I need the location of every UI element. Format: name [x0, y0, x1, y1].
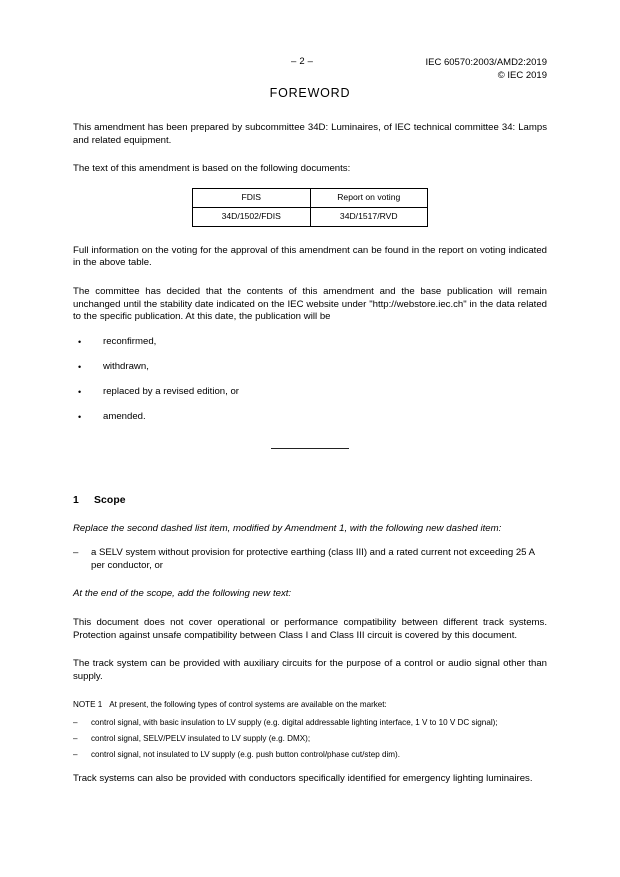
scope-instruction-2: At the end of the scope, add the following new text: [73, 588, 292, 600]
dash-icon: – [73, 718, 78, 728]
note-label: NOTE 1 [73, 700, 103, 710]
dash-icon: – [73, 547, 79, 559]
list-item [73, 717, 547, 728]
dash-icon: – [73, 750, 78, 760]
note-1-list [73, 717, 547, 760]
copyright-notice: © IEC 2019 [497, 70, 547, 81]
note-1-text [73, 699, 547, 710]
clause-heading-scope [73, 495, 547, 506]
foreword-title: FOREWORD [269, 86, 351, 100]
table-cell-rvd-value: 34D/1517/RVD [310, 207, 428, 226]
bullet-icon: • [78, 412, 82, 423]
vertical-spacer [73, 449, 547, 495]
list-item-label: amended. [103, 411, 146, 423]
header-reference-block [426, 56, 547, 82]
list-item [73, 386, 547, 399]
list-item [73, 361, 547, 374]
note-body: At present, the following types of control systems are available on the market: [109, 700, 387, 710]
foreword-paragraph-4: The committee has decided that the contents of this amendment and the base publication will remain unchanged until the stability date indicated on the IEC website under "http://webstore.iec.ch" in the data related to the specific publication. At this date, the publication will be [73, 285, 547, 323]
foreword-paragraph-3: Full information on the voting for the approval of this amendment can be found in the report on voting indicated in the above table. [73, 244, 547, 269]
list-item-label: reconfirmed, [103, 335, 157, 347]
list-item [73, 733, 547, 744]
documents-table-wrapper [73, 188, 547, 227]
bullet-icon: • [78, 336, 82, 347]
list-item-label: control signal, not insulated to LV supply (e.g. push button control/phase cut/step dim). [91, 750, 400, 760]
page-number: – 2 – [291, 56, 314, 67]
page-header [73, 56, 547, 86]
list-item-label: replaced by a revised edition, or [103, 385, 239, 397]
bullet-icon: • [78, 386, 82, 397]
scope-dashed-list [73, 547, 547, 572]
table-cell-fdis-value: 34D/1502/FDIS [193, 207, 311, 226]
clause-number: 1 [73, 494, 79, 506]
scope-paragraph-1: This document does not cover operational or performance compatibility between different track systems. Protection against unsafe compatibility between Class I and Class III circuit is covered by this document. [73, 617, 547, 641]
list-item-label: control signal, SELV/PELV insulated to LV supply (e.g. DMX); [91, 734, 311, 744]
dash-icon: – [73, 734, 78, 744]
clause-title: Scope [94, 494, 126, 506]
list-item [73, 749, 547, 760]
documents-table [192, 188, 428, 227]
list-item [73, 336, 547, 349]
table-header-fdis: FDIS [193, 188, 311, 207]
scope-paragraph-2: The track system can be provided with auxiliary circuits for the purpose of a control or audio signal other than supply. [73, 658, 547, 682]
table-row [193, 207, 428, 226]
table-header-row [193, 188, 428, 207]
list-item [73, 547, 547, 572]
scope-paragraph-3: Track systems can also be provided with conductors specifically identified for emergency lighting luminaires. [73, 773, 533, 785]
scope-instruction-1: Replace the second dashed list item, modified by Amendment 1, with the following new dashed item: [73, 522, 502, 534]
list-item-label: a SELV system without provision for protective earthing (class III) and a rated current not exceeding 25 A per conductor, or [91, 547, 535, 571]
list-item [73, 411, 547, 424]
table-header-report-on-voting: Report on voting [310, 188, 428, 207]
foreword-paragraph-2: The text of this amendment is based on the following documents: [73, 163, 351, 175]
page-content [73, 86, 547, 802]
publication-outcome-list [73, 336, 547, 424]
foreword-paragraph-1: This amendment has been prepared by subcommittee 34D: Luminaires, of IEC technical committee 34: Lamps and related equipment. [73, 122, 547, 146]
list-item-label: control signal, with basic insulation to LV supply (e.g. digital addressable lighting interface, 1 V to 10 V DC signal); [91, 718, 498, 728]
bullet-icon: • [78, 361, 82, 372]
list-item-label: withdrawn, [103, 360, 149, 372]
standard-reference: IEC 60570:2003/AMD2:2019 [425, 57, 547, 68]
